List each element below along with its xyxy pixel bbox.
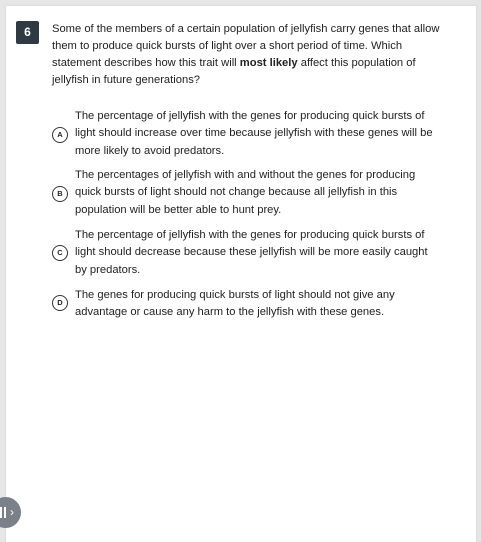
answer-choice-b[interactable] (52, 167, 442, 221)
question-card (6, 6, 476, 542)
choice-letter-b[interactable]: B (52, 186, 68, 202)
choice-text-a: The percentage of jellyfish with the genes for producing quick bursts of light should increase over time because jellyfish with these genes will be more likely to avoid predators. (75, 110, 433, 157)
answer-choice-a[interactable] (52, 108, 442, 162)
question-stem-text-end: affect this population of jellyfish in future generations? (52, 57, 416, 86)
choice-letter-d[interactable]: D (52, 295, 68, 311)
question-stem (52, 21, 452, 89)
sidebar-expand-icon (0, 507, 6, 518)
choice-text-b: The percentages of jellyfish with and without the genes for producing quick bursts of light should not change because all jellyfish in this population will be better able to hunt prey. (75, 169, 416, 216)
answer-choice-d[interactable] (52, 287, 442, 323)
answer-choice-c[interactable] (52, 227, 442, 281)
choice-letter-c[interactable]: C (52, 245, 68, 261)
question-stem-text: Some of the members of a certain population of jellyfish carry genes that allow them to produce quick bursts of light over a short period of time. Which statement describes how this trait will (52, 23, 440, 69)
question-number-badge: 6 (16, 21, 39, 44)
choice-text-c: The percentage of jellyfish with the genes for producing quick bursts of light should decrease because these jellyfish will be more easily caught by predators. (75, 229, 428, 276)
chevron-right-icon: › (10, 505, 14, 519)
question-stem-emphasis: most likely (239, 57, 298, 69)
choice-letter-a[interactable]: A (52, 127, 68, 143)
choice-text-d: The genes for producing quick bursts of light should not give any advantage or cause any harm to the jellyfish with these genes. (75, 289, 395, 319)
